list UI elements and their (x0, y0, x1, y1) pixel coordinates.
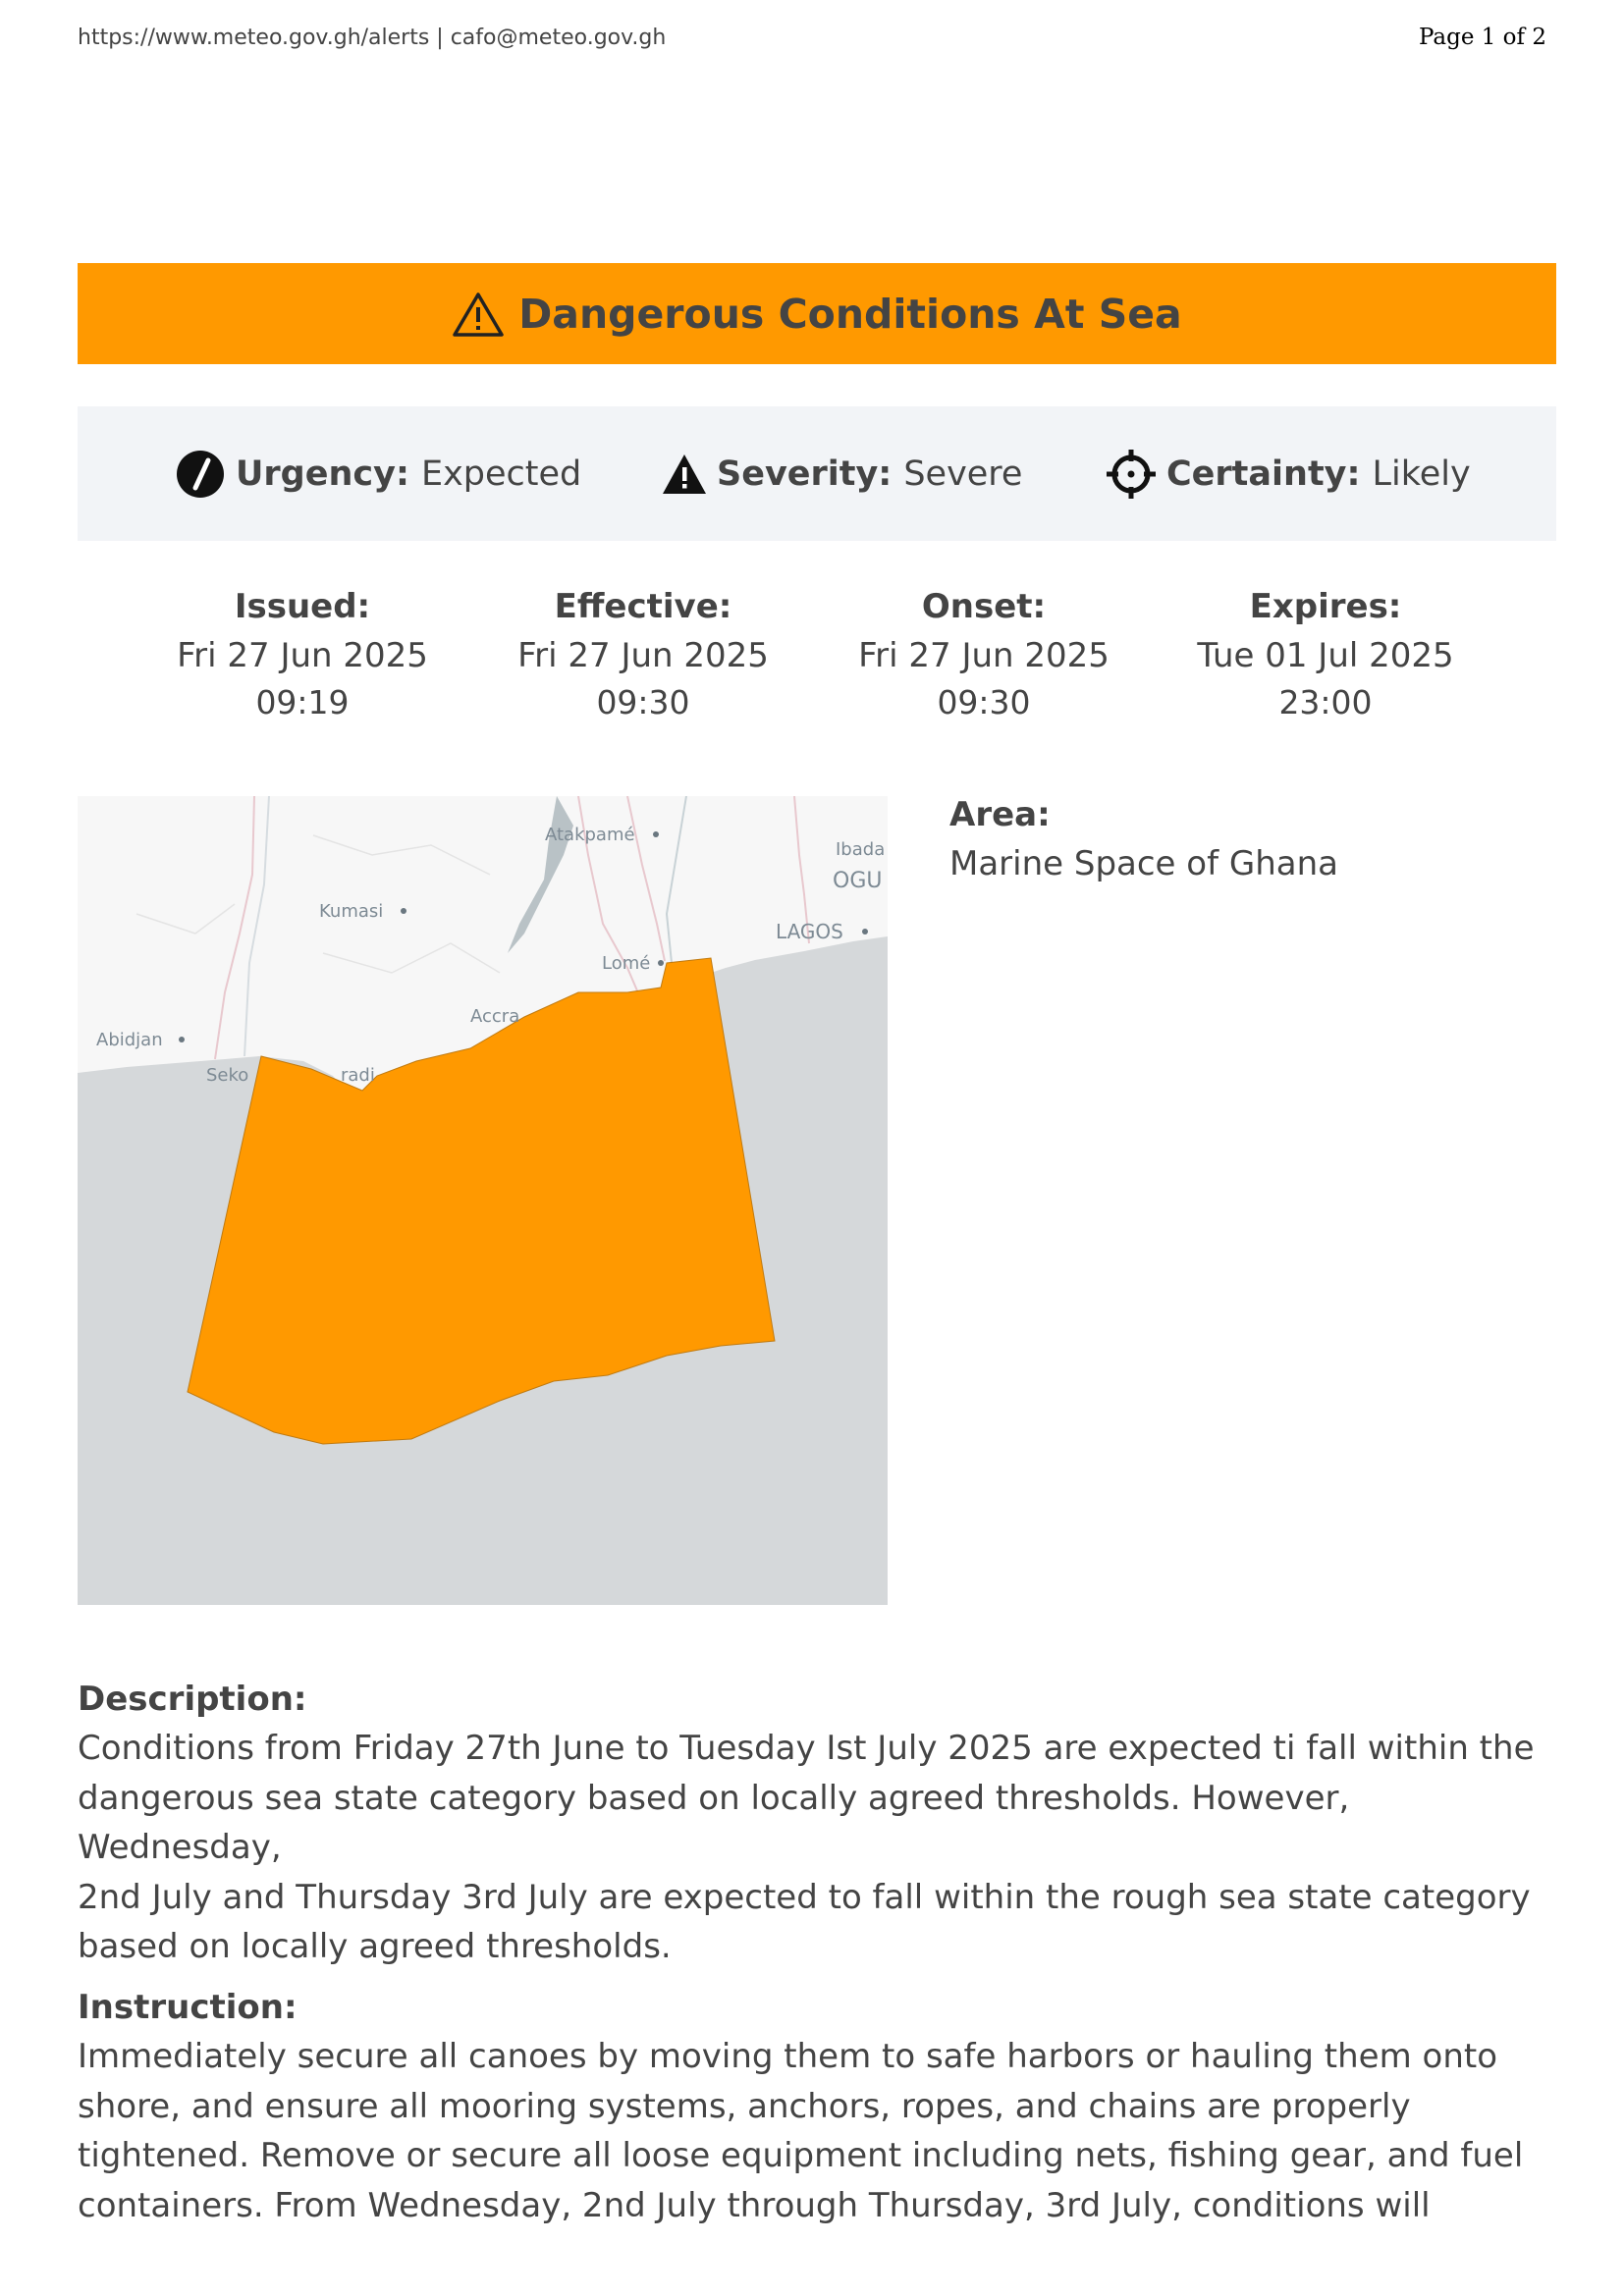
instruction-line: Immediately secure all canoes by moving them to safe harbors or hauling them onto (78, 2037, 1498, 2076)
map-label-atakpame: Atakpamé (545, 825, 635, 845)
effective-time: 09:30 (596, 683, 690, 721)
instruction-label: Instruction: (78, 1988, 298, 2027)
crosshair-icon (1106, 449, 1157, 500)
map-label-ogun: OGU (833, 869, 883, 893)
warning-filled-icon (662, 454, 707, 495)
area-value: Marine Space of Ghana (949, 844, 1338, 883)
page-number: Page 1 of 2 (1418, 25, 1546, 50)
urgency-value: Expected (420, 454, 582, 494)
issued-block (145, 581, 460, 726)
instruction-line: containers. From Wednesday, 2nd July through Thursday, 3rd July, conditions will (78, 2185, 1431, 2225)
map-label-lome: Lomé (602, 953, 651, 974)
issued-date: Fri 27 Jun 2025 (177, 636, 428, 675)
certainty-value: Likely (1372, 454, 1471, 494)
map-label-sekondi: Seko (206, 1065, 249, 1086)
urgency-label: Urgency: (236, 454, 409, 494)
effective-date: Fri 27 Jun 2025 (517, 636, 769, 675)
onset-block (827, 581, 1141, 726)
header-url-email: https://www.meteo.gov.gh/alerts | cafo@meteo.gov.gh (78, 26, 667, 50)
alert-map (78, 796, 888, 1605)
gauge-icon (175, 449, 226, 500)
instruction-line: shore, and ensure all mooring systems, anchors, ropes, and chains are properly (78, 2086, 1411, 2126)
alert-banner (78, 263, 1556, 364)
urgency-item (175, 450, 581, 499)
severity-value: Severe (903, 454, 1023, 494)
alert-properties (78, 406, 1556, 541)
area-block (949, 790, 1338, 888)
effective-block (486, 581, 800, 726)
severity-label: Severity: (717, 454, 893, 494)
map-svg (78, 796, 888, 1605)
map-label-ibadan: Ibada (836, 839, 886, 860)
description-section (78, 1675, 1560, 1972)
instruction-line: tightened. Remove or secure all loose equipment including nets, fishing gear, and fuel (78, 2136, 1524, 2175)
map-label-abidjan: Abidjan (96, 1030, 163, 1050)
description-line: based on locally agreed thresholds. (78, 1927, 672, 1966)
warning-outline-icon (452, 291, 505, 338)
expires-label: Expires: (1249, 587, 1402, 626)
certainty-item (1106, 450, 1471, 499)
onset-label: Onset: (921, 587, 1047, 626)
severity-item (662, 450, 1022, 499)
expires-date: Tue 01 Jul 2025 (1197, 636, 1454, 675)
certainty-label: Certainty: (1166, 454, 1361, 494)
instruction-section (78, 1983, 1560, 2230)
description-line: 2nd July and Thursday 3rd July are expected to fall within the rough sea state category (78, 1877, 1531, 1917)
map-label-accra: Accra (470, 1006, 520, 1027)
alert-title: Dangerous Conditions At Sea (518, 290, 1182, 338)
description-label: Description: (78, 1680, 307, 1719)
issued-time: 09:19 (255, 683, 350, 721)
issued-label: Issued: (234, 587, 371, 626)
onset-time: 09:30 (937, 683, 1031, 721)
area-label: Area: (949, 795, 1051, 834)
effective-label: Effective: (554, 587, 732, 626)
onset-date: Fri 27 Jun 2025 (858, 636, 1110, 675)
description-line: Conditions from Friday 27th June to Tuesday Ist July 2025 are expected ti fall within the (78, 1729, 1535, 1768)
map-label-takoradi: radi (341, 1065, 375, 1086)
map-label-lagos: LAGOS (776, 920, 843, 943)
expires-time: 23:00 (1278, 683, 1373, 721)
alert-times (78, 581, 1556, 728)
map-label-kumasi: Kumasi (319, 901, 384, 922)
description-line: dangerous sea state category based on locally agreed thresholds. However, Wednesday, (78, 1778, 1350, 1867)
expires-block (1168, 581, 1483, 726)
